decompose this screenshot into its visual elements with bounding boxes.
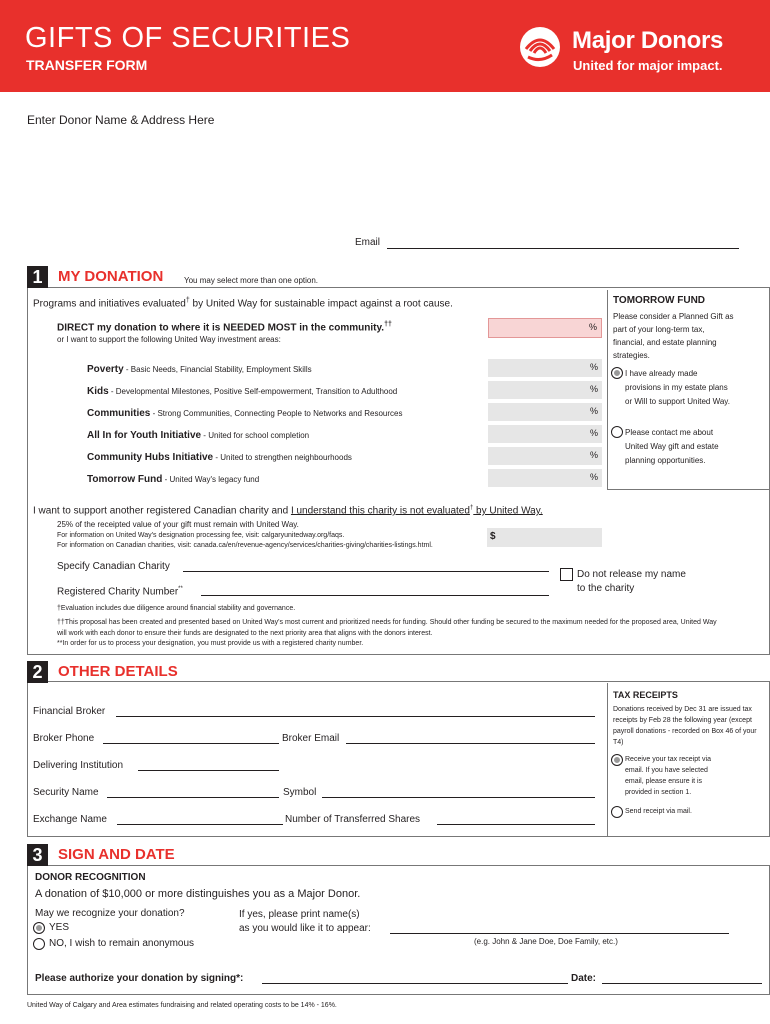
- security-name-label: Security Name: [33, 787, 99, 798]
- tomorrow-intro: Please consider a Planned Gift as part of your long-term tax, financial, and estate planning strategies.: [613, 312, 734, 360]
- section-1-title: MY DONATION: [58, 268, 164, 285]
- recognition-title: DONOR RECOGNITION: [35, 872, 146, 883]
- specify-charity-field[interactable]: [183, 571, 549, 572]
- no-release-label: Do not release my name to the charity: [577, 569, 686, 594]
- other-charity-amount-input[interactable]: $: [487, 528, 602, 547]
- tax-email-label: Receive your tax receipt via email. If you have selected email, please ensure it is provided in section 1.: [625, 756, 711, 796]
- symbol-field[interactable]: [322, 797, 595, 798]
- symbol-label: Symbol: [283, 787, 317, 798]
- info-processing-fee: For information on United Way's designation processing fee, visit: calgaryunitedway.org/faqs.: [57, 532, 345, 539]
- section-3-title: SIGN AND DATE: [58, 846, 175, 863]
- programs-text: Programs and initiatives evaluated† by United Way for sustainable impact against a root cause.: [33, 297, 453, 310]
- as-you-label: as you would like it to appear:: [239, 923, 371, 934]
- section-1-note: You may select more than one option.: [184, 276, 319, 285]
- area-tomorrow-pct-input[interactable]: %: [488, 469, 602, 487]
- area-youth-pct-input[interactable]: %: [488, 425, 602, 443]
- signature-field[interactable]: [262, 983, 568, 984]
- receipt-note: 25% of the receipted value of your gift must remain with United Way.: [57, 520, 299, 529]
- tomorrow-opt2-label: Please contact me about United Way gift and estate planning opportunities.: [625, 428, 719, 465]
- recognition-text: A donation of $10,000 or more distinguishes you as a Major Donor.: [35, 888, 361, 900]
- tax-mail-label: Send receipt via mail.: [625, 808, 692, 815]
- financial-broker-field[interactable]: [116, 716, 595, 717]
- footer-text: United Way of Calgary and Area estimates fundraising and related operating costs to be 14% - 16%.: [27, 1002, 337, 1009]
- brand-tagline: United for major impact.: [573, 58, 723, 73]
- section-1-number: 1: [27, 266, 48, 288]
- authorize-label: Please authorize your donation by signing*:: [35, 973, 244, 984]
- delivering-institution-field[interactable]: [138, 770, 279, 771]
- exchange-name-field[interactable]: [117, 824, 283, 825]
- tax-divider: [607, 683, 608, 836]
- security-name-field[interactable]: [107, 797, 279, 798]
- no-release-checkbox[interactable]: [560, 568, 573, 581]
- or-text: or I want to support the following United Way investment areas:: [57, 335, 281, 344]
- tomorrow-opt1-radio[interactable]: [611, 367, 623, 379]
- footnote-charity-number: **In order for us to process your designation, you must provide us with a registered charity number.: [57, 640, 364, 647]
- other-charity-text: I want to support another registered Canadian charity and I understand this charity is not evaluated† by United Way.: [33, 505, 543, 517]
- financial-broker-label: Financial Broker: [33, 706, 106, 717]
- area-youth-label: All In for Youth Initiative - United for school completion: [87, 430, 310, 441]
- tomorrow-divider: [607, 290, 608, 489]
- recognize-no-label: NO, I wish to remain anonymous: [49, 938, 195, 949]
- tax-email-radio[interactable]: [611, 754, 623, 766]
- transferred-shares-label: Number of Transferred Shares: [285, 814, 421, 825]
- tax-mail-radio[interactable]: [611, 806, 623, 818]
- direct-label: DIRECT my donation to where it is NEEDED MOST in the community.††: [57, 321, 392, 334]
- recognition-name-field[interactable]: [390, 933, 729, 934]
- section-2-title: OTHER DETAILS: [58, 663, 178, 680]
- reg-number-label: Registered Charity Number**: [57, 586, 183, 598]
- tomorrow-opt2-radio[interactable]: [611, 426, 623, 438]
- tomorrow-opt1-label: I have already made provisions in my estate plans or Will to support United Way.: [625, 369, 730, 406]
- tax-title: TAX RECEIPTS: [613, 690, 678, 700]
- area-kids-pct-input[interactable]: %: [488, 381, 602, 399]
- tax-intro: Donations received by Dec 31 are issued tax receipts by Feb 28 the following year (except payroll donations - recorded on Box 46 of your T4): [613, 706, 757, 746]
- recognition-example: (e.g. John & Jane Doe, Doe Family, etc.): [474, 937, 618, 946]
- recognize-yes-radio[interactable]: [33, 922, 45, 934]
- area-communities-label: Communities - Strong Communities, Connecting People to Networks and Resources: [87, 408, 403, 419]
- broker-phone-field[interactable]: [103, 743, 279, 744]
- footnote-evaluation: †Evaluation includes due diligence around financial stability and governance.: [57, 605, 296, 612]
- section-3-number: 3: [27, 844, 48, 866]
- email-field[interactable]: [387, 248, 739, 249]
- exchange-name-label: Exchange Name: [33, 814, 107, 825]
- needed-most-pct-input[interactable]: %: [488, 318, 602, 338]
- may-we-label: May we recognize your donation?: [35, 908, 185, 919]
- donor-address-field[interactable]: Enter Donor Name & Address Here: [27, 113, 215, 127]
- broker-email-field[interactable]: [346, 743, 595, 744]
- delivering-institution-label: Delivering Institution: [33, 760, 124, 771]
- recognize-yes-label: YES: [49, 922, 70, 933]
- email-label: Email: [355, 237, 381, 248]
- broker-phone-label: Broker Phone: [33, 733, 95, 744]
- united-way-logo-icon: [516, 25, 564, 69]
- tomorrow-divider-bottom: [607, 489, 770, 490]
- recognize-no-radio[interactable]: [33, 938, 45, 950]
- date-field[interactable]: [602, 983, 762, 984]
- tomorrow-title: TOMORROW FUND: [613, 295, 706, 306]
- area-hubs-label: Community Hubs Initiative - United to strengthen neighbourhoods: [87, 452, 352, 463]
- area-communities-pct-input[interactable]: %: [488, 403, 602, 421]
- specify-charity-label: Specify Canadian Charity: [57, 561, 170, 572]
- area-poverty-label: Poverty - Basic Needs, Financial Stability, Employment Skills: [87, 364, 312, 375]
- section-2-number: 2: [27, 661, 48, 683]
- date-label: Date:: [571, 973, 597, 984]
- broker-email-label: Broker Email: [282, 733, 340, 744]
- if-yes-label: If yes, please print name(s): [239, 909, 360, 920]
- form-title: GIFTS OF SECURITIES: [25, 22, 351, 54]
- form-subtitle: TRANSFER FORM: [26, 57, 148, 73]
- area-poverty-pct-input[interactable]: %: [488, 359, 602, 377]
- reg-number-field[interactable]: [201, 595, 549, 596]
- brand-name: Major Donors: [572, 27, 724, 54]
- area-hubs-pct-input[interactable]: %: [488, 447, 602, 465]
- footnote-proposal: ††This proposal has been created and presented based on United Way's most current and prioritized needs for funding. Should other funding be secured to the maximum needed for the proposed area, United Way will work with each donor to ensure their funds are designated to the next priority area that aligns with the donors interest.: [57, 619, 717, 637]
- transferred-shares-field[interactable]: [437, 824, 595, 825]
- area-kids-label: Kids - Developmental Milestones, Positive Self-empowerment, Transition to Adulthood: [87, 386, 398, 397]
- area-tomorrow-label: Tomorrow Fund - United Way's legacy fund: [87, 474, 260, 485]
- info-canadian-charities: For information on Canadian charities, visit: canada.ca/en/revenue-agency/services/charities-giving/charities-listings.html.: [57, 542, 433, 549]
